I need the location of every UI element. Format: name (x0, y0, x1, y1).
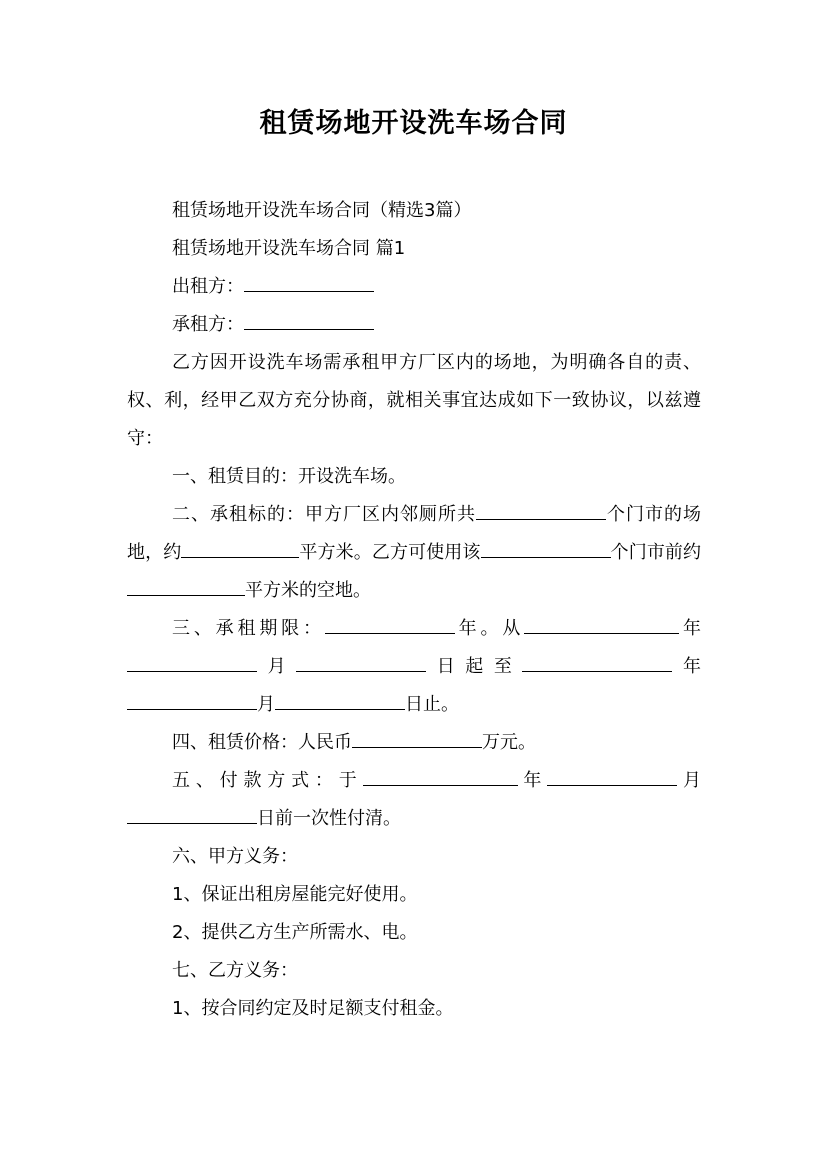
clause-1: 一、租赁目的：开设洗车场。 (172, 466, 406, 487)
clause-2-text-c: 平方米。乙方可使用该 (299, 542, 481, 563)
clause-2 (127, 496, 701, 610)
clause-3-end-label: 日止。 (405, 694, 459, 715)
clause-6: 六、甲方义务： (172, 846, 298, 867)
clause-5-text-b: 日前一次性付清。 (257, 808, 401, 829)
clause-3-blank-start-month (127, 652, 257, 672)
clause-7: 七、乙方义务： (172, 960, 298, 981)
document-body (127, 192, 701, 1028)
document-title: 租赁场地开设洗车场合同 (259, 108, 568, 139)
clause-7-1: 1、按合同约定及时足额支付租金。 (172, 998, 454, 1019)
article-heading: 租赁场地开设洗车场合同 篇1 (172, 238, 406, 259)
clause-3-blank-start-day (296, 652, 426, 672)
clause-2-blank-space (127, 576, 245, 596)
clause-3-start-label: 日起至 (426, 656, 523, 677)
clause-3-blank-start-year (524, 614, 679, 634)
lessee-blank (244, 310, 374, 330)
clause-4-text-b: 万元。 (482, 732, 536, 753)
clause-2-text-a: 二、承租标的：甲方厂区内邻厕所共 (172, 504, 476, 525)
lessor-blank (244, 272, 374, 292)
clause-2-blank-shop (481, 538, 611, 558)
lessee-line (127, 306, 701, 344)
clause-3-blank-end-month (127, 690, 257, 710)
clause-5-month-label: 月 (677, 770, 702, 791)
clause-3-month-label-2: 月 (257, 694, 275, 715)
clause-3-month-label: 月 (257, 656, 297, 677)
clause-2-blank-area (181, 538, 299, 558)
clause-5 (127, 762, 701, 838)
clause-5-blank-year (363, 766, 518, 786)
clause-2-blank-count (476, 500, 606, 520)
subtitle-line: 租赁场地开设洗车场合同（精选3篇） (172, 200, 472, 221)
lessor-label: 出租方： (172, 276, 244, 297)
clause-2-text-e: 平方米的空地。 (245, 580, 371, 601)
clause-3-text-b: 年。从 (454, 618, 525, 639)
clause-3-text-a: 三、承租期限： (172, 618, 325, 639)
clause-5-text-a: 五、付款方式：于 (172, 770, 363, 791)
clause-3-blank-end-year (522, 652, 672, 672)
clause-5-blank-month (547, 766, 677, 786)
clause-4-text-a: 四、租赁价格：人民币 (172, 732, 352, 753)
clause-2-text-b: 个门市的场地，约 (127, 504, 701, 563)
clause-2-text-d: 个门市前约 (610, 542, 702, 563)
clause-3-blank-years (325, 614, 455, 634)
clause-3 (127, 610, 701, 724)
intro-paragraph: 乙方因开设洗车场需承租甲方厂区内的场地，为明确各自的责、权、利，经甲乙双方充分协商，就相关事宜达成如下一致协议，以兹遵守： (127, 352, 701, 449)
clause-6-1: 1、保证出租房屋能完好使用。 (172, 884, 418, 905)
clause-3-year-label: 年 (679, 618, 702, 639)
clause-4-blank-price (352, 728, 482, 748)
clause-3-year-label-2: 年 (672, 656, 702, 677)
clause-5-blank-day (127, 804, 257, 824)
clause-3-blank-end-day (275, 690, 405, 710)
clause-6-2: 2、提供乙方生产所需水、电。 (172, 922, 418, 943)
clause-4 (127, 724, 701, 762)
clause-5-year-label: 年 (517, 770, 548, 791)
lessor-line (127, 268, 701, 306)
lessee-label: 承租方： (172, 314, 244, 335)
